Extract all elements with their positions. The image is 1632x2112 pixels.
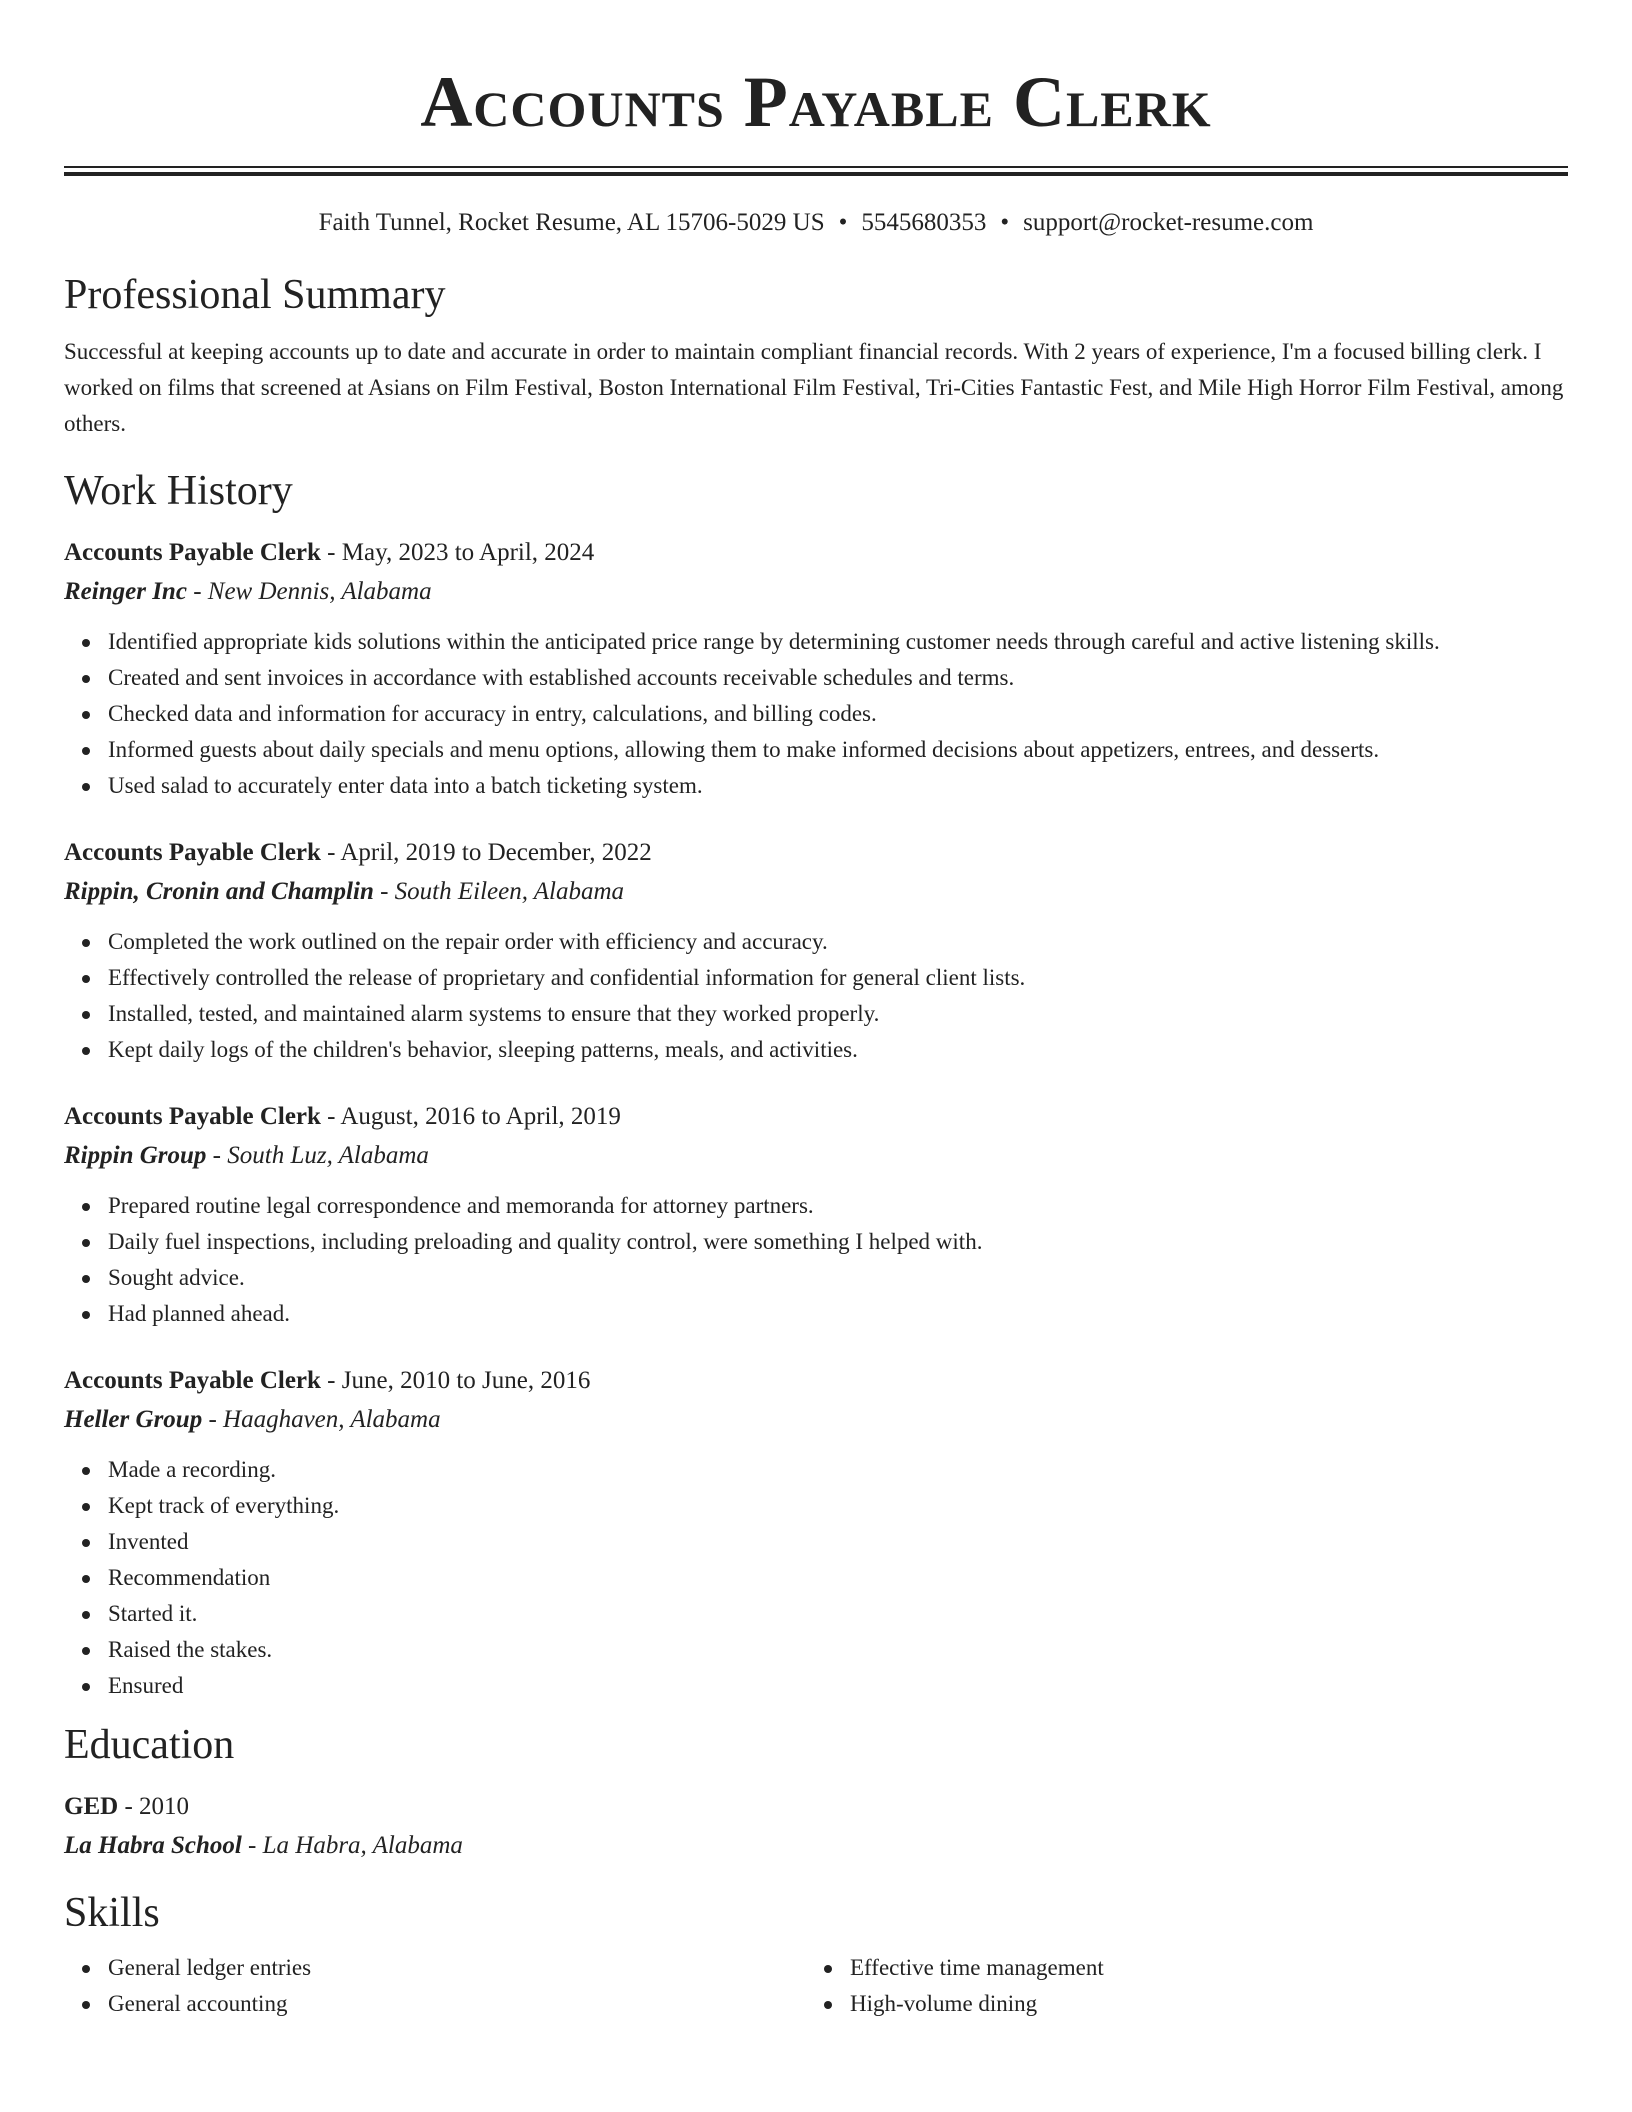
- summary-text: Successful at keeping accounts up to date and accurate in order to maintain compliant financial records. With 2 years of experience, I'm a focused billing clerk. I worked on films that screened at Asians on Film Festival, Boston International Film Festival, Tri-Cities Fantastic Fest, and Mile High Horror Film Festival, among others.: [64, 339, 1564, 436]
- list-item: High-volume dining: [850, 1986, 1548, 2022]
- list-item: Daily fuel inspections, including preloading and quality control, were something I helped with.: [108, 1224, 1568, 1260]
- list-item: Made a recording.: [108, 1452, 1568, 1488]
- list-item: Had planned ahead.: [108, 1296, 1568, 1332]
- job-title-line: [64, 1098, 1568, 1136]
- list-item: Effectively controlled the release of proprietary and confidential information for general client lists.: [108, 960, 1568, 996]
- list-item: Kept track of everything.: [108, 1488, 1568, 1524]
- summary-heading: Professional Summary: [64, 272, 446, 318]
- contact-address: Faith Tunnel, Rocket Resume, AL 15706-5029 US: [318, 209, 825, 236]
- education-school-line: [64, 1826, 1568, 1866]
- job-company-line: [64, 872, 1568, 912]
- contact-separator: •: [1000, 209, 1010, 236]
- job-dates: - May, 2023 to April, 2024: [320, 539, 595, 566]
- list-item: Completed the work outlined on the repair order with efficiency and accuracy.: [108, 924, 1568, 960]
- job-bullets: [64, 1452, 1568, 1704]
- education-degree: GED: [64, 1793, 119, 1820]
- job-title-line: [64, 534, 1568, 572]
- title-divider-bottom: [64, 172, 1568, 176]
- skills-column-right: [806, 1950, 1548, 2022]
- list-item: Checked data and information for accuracy in entry, calculations, and billing codes.: [108, 696, 1568, 732]
- job-location: - New Dennis, Alabama: [186, 578, 432, 605]
- education-entry: [64, 1788, 1568, 1866]
- job-entry: [64, 834, 1568, 1068]
- job-company-line: [64, 1400, 1568, 1440]
- job-location: - South Luz, Alabama: [206, 1142, 429, 1169]
- job-dates: - April, 2019 to December, 2022: [320, 839, 652, 866]
- list-item: General ledger entries: [108, 1950, 806, 1986]
- list-item: Raised the stakes.: [108, 1632, 1568, 1668]
- list-item: Ensured: [108, 1668, 1568, 1704]
- education-location: - La Habra, Alabama: [241, 1832, 463, 1859]
- skills-column-left: [64, 1950, 806, 2022]
- job-title: Accounts Payable Clerk: [64, 839, 321, 866]
- list-item: Recommendation: [108, 1560, 1568, 1596]
- list-item: Used salad to accurately enter data into a batch ticketing system.: [108, 768, 1568, 804]
- title-divider-top: [64, 166, 1568, 168]
- job-company-line: [64, 1136, 1568, 1176]
- job-dates: - August, 2016 to April, 2019: [320, 1103, 621, 1130]
- job-entry: [64, 1098, 1568, 1332]
- education-heading: Education: [64, 1722, 235, 1768]
- education-school: La Habra School: [64, 1832, 242, 1859]
- work-history-heading: Work History: [64, 468, 293, 514]
- job-entry: [64, 1362, 1568, 1704]
- job-bullets: [64, 924, 1568, 1068]
- list-item: Invented: [108, 1524, 1568, 1560]
- job-bullets: [64, 624, 1568, 804]
- list-item: Started it.: [108, 1596, 1568, 1632]
- education-degree-line: [64, 1788, 1568, 1826]
- skills-heading: Skills: [64, 1890, 160, 1936]
- job-entry: [64, 534, 1568, 804]
- job-company-line: [64, 572, 1568, 612]
- list-item: Kept daily logs of the children's behavior, sleeping patterns, meals, and activities.: [108, 1032, 1568, 1068]
- list-item: Prepared routine legal correspondence and memoranda for attorney partners.: [108, 1188, 1568, 1224]
- job-title: Accounts Payable Clerk: [64, 1367, 321, 1394]
- job-location: - South Eileen, Alabama: [373, 878, 625, 905]
- resume-page: [64, 0, 1568, 2022]
- job-company: Rippin Group: [64, 1142, 207, 1169]
- list-item: Informed guests about daily specials and menu options, allowing them to make informed decisions about appetizers, entrees, and desserts.: [108, 732, 1568, 768]
- job-title: Accounts Payable Clerk: [64, 1103, 321, 1130]
- job-location: - Haaghaven, Alabama: [202, 1406, 441, 1433]
- contact-phone: 5545680353: [861, 209, 987, 236]
- job-company: Rippin, Cronin and Champlin: [64, 878, 374, 905]
- list-item: Identified appropriate kids solutions within the anticipated price range by determining customer needs through careful and active listening skills.: [108, 624, 1568, 660]
- contact-line: [64, 206, 1568, 240]
- list-item: Created and sent invoices in accordance with established accounts receivable schedules and terms.: [108, 660, 1568, 696]
- job-title-line: [64, 1362, 1568, 1400]
- skills-grid: [64, 1950, 1568, 2022]
- contact-email: support@rocket-resume.com: [1023, 209, 1314, 236]
- list-item: Effective time management: [850, 1950, 1548, 1986]
- job-title: Accounts Payable Clerk: [64, 539, 321, 566]
- contact-separator: •: [838, 209, 848, 236]
- job-dates: - June, 2010 to June, 2016: [320, 1367, 591, 1394]
- list-item: Installed, tested, and maintained alarm systems to ensure that they worked properly.: [108, 996, 1568, 1032]
- education-year: - 2010: [118, 1793, 190, 1820]
- list-item: General accounting: [108, 1986, 806, 2022]
- list-item: Sought advice.: [108, 1260, 1568, 1296]
- job-company: Reinger Inc: [64, 578, 187, 605]
- resume-title: Accounts Payable Clerk: [420, 62, 1212, 142]
- job-company: Heller Group: [64, 1406, 203, 1433]
- job-bullets: [64, 1188, 1568, 1332]
- job-title-line: [64, 834, 1568, 872]
